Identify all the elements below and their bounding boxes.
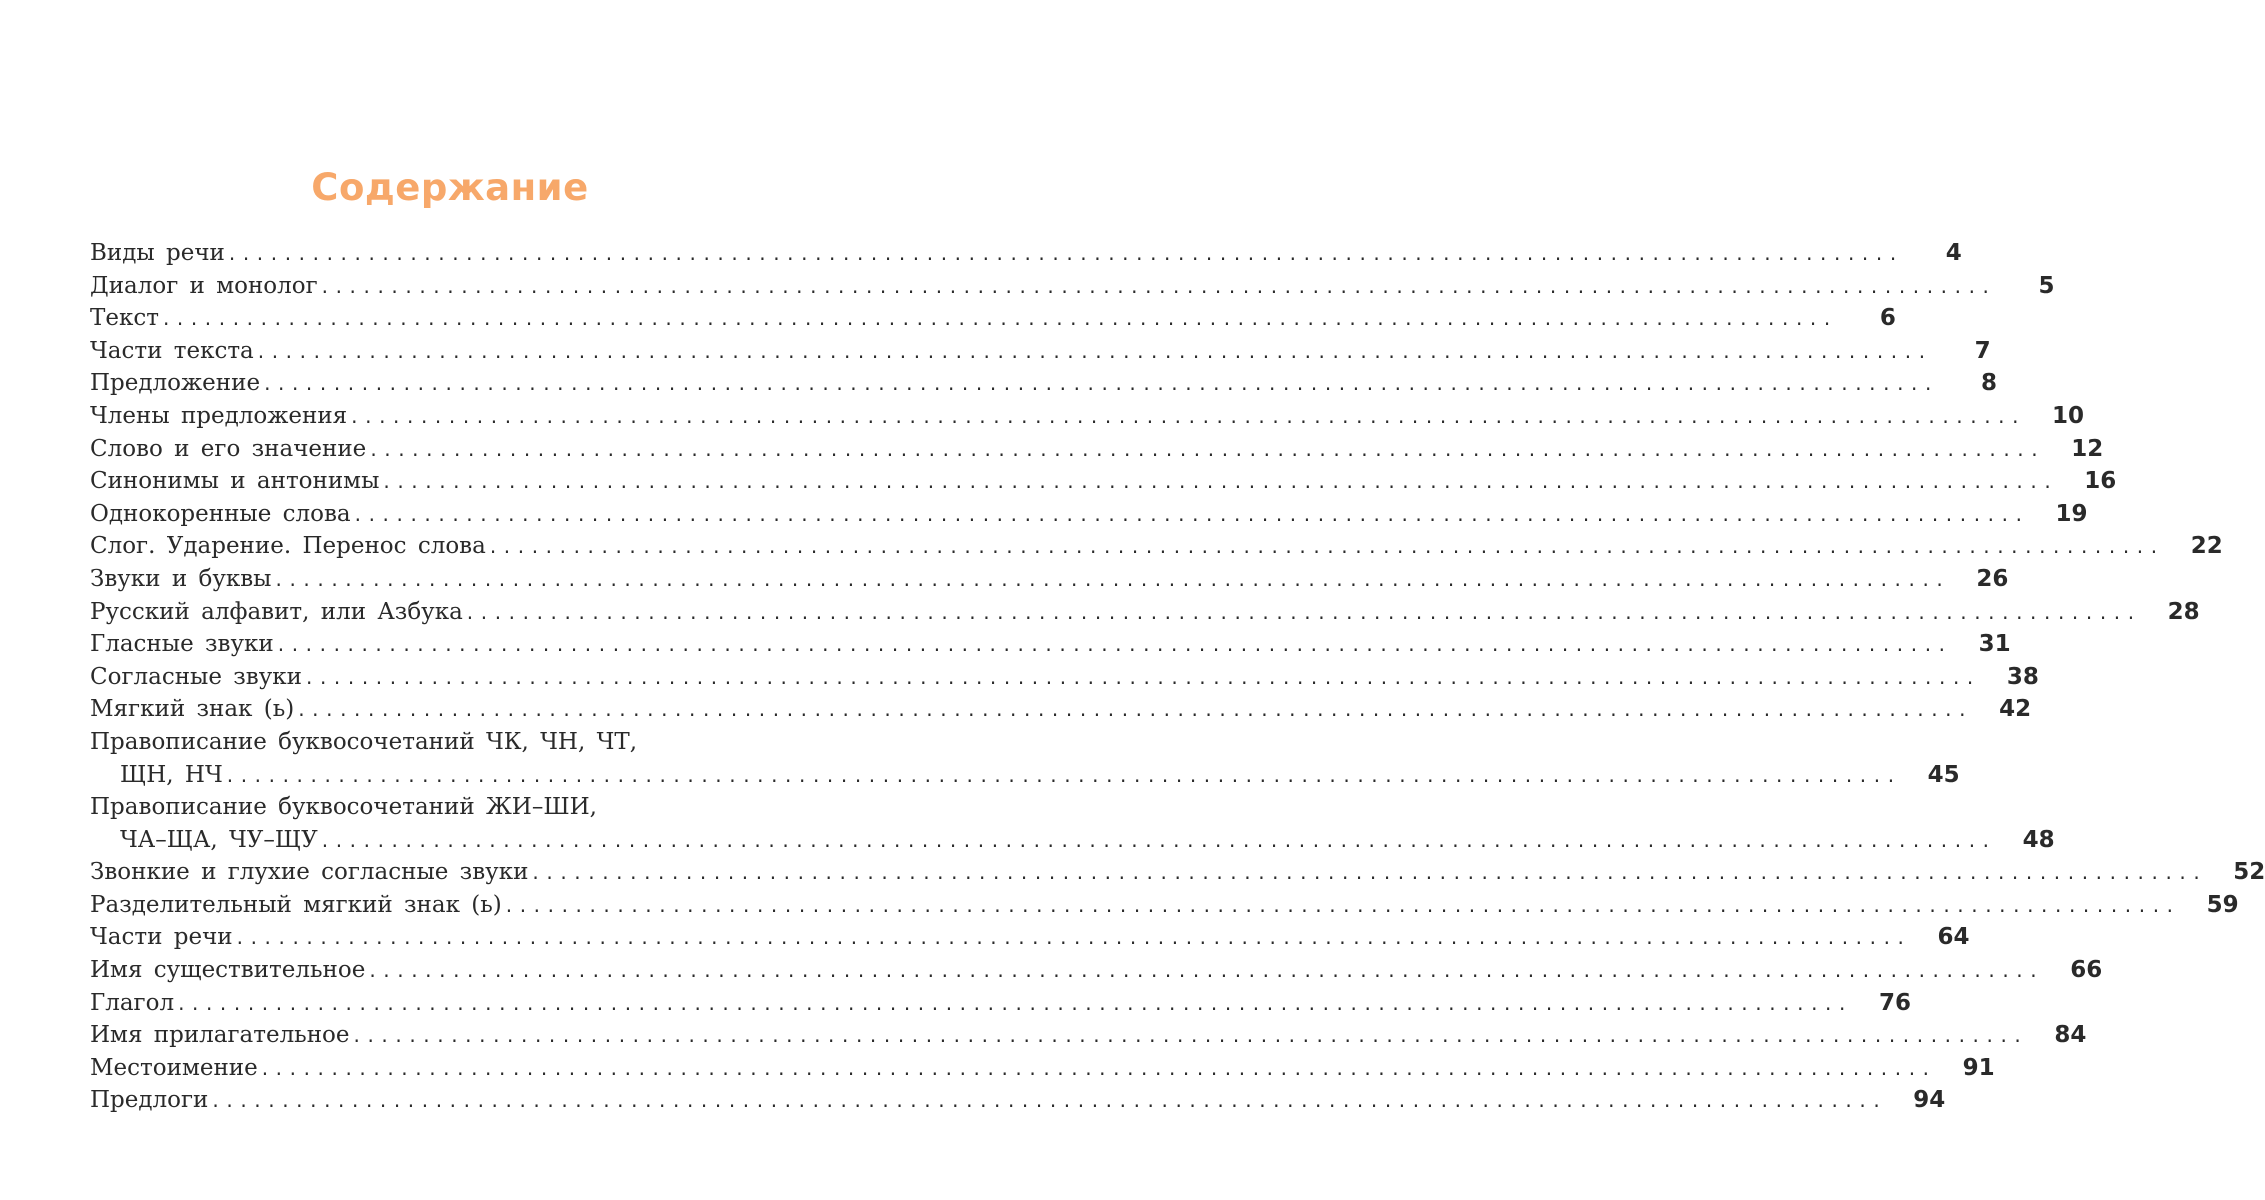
- toc-entry-row: [90, 663, 2039, 697]
- toc-page-number: 19: [2055, 500, 2088, 527]
- dot-leader: ........................................................................................................................: [383, 469, 2059, 494]
- toc-entry-row: [90, 435, 2104, 469]
- toc-entry-title: Мягкий знак (ь): [90, 696, 295, 723]
- toc-entry-row: [90, 891, 2239, 925]
- toc-entry-title: Виды речи: [90, 240, 225, 266]
- dot-leader: ........................................................................................................................: [321, 827, 1997, 852]
- dot-leader: ........................................................................................................................: [354, 501, 2030, 526]
- toc-page-number: 26: [1976, 565, 2009, 592]
- toc-page-number: 28: [2167, 598, 2200, 625]
- dot-leader: ........................................................................................................................: [264, 371, 1939, 396]
- toc-entry-row: [90, 696, 2032, 729]
- toc-entry-title: Глагол: [90, 989, 175, 1016]
- toc-entry-title: Текст: [90, 305, 159, 332]
- toc-entry-row: [90, 533, 2223, 566]
- toc-entry-title: ЧА–ЩА, ЧУ–ЩУ: [120, 826, 318, 853]
- toc-page-number: 52: [2233, 859, 2265, 886]
- toc-page-number: 38: [2006, 663, 2039, 690]
- toc-entry[interactable]: [90, 468, 2117, 501]
- toc-entry[interactable]: [90, 631, 2011, 664]
- dot-leader: ........................................................................................................................: [298, 697, 1974, 722]
- toc-entry-row: [90, 1054, 1995, 1088]
- toc-page-number: 48: [2022, 826, 2055, 853]
- toc-page-number: 22: [2190, 533, 2223, 560]
- toc-page-number: 91: [1962, 1054, 1995, 1081]
- toc-entry-title: Предлоги: [90, 1087, 209, 1114]
- toc-entry[interactable]: [90, 1022, 2087, 1055]
- dot-leader: ........................................................................................................................: [212, 1088, 1888, 1113]
- toc-entry-title: Слог. Ударение. Перенос слова: [90, 533, 486, 560]
- toc-entry[interactable]: [90, 565, 2009, 599]
- toc-entry-row: [90, 468, 2117, 501]
- toc-entry-title: Члены предложения: [90, 402, 348, 429]
- toc-entry[interactable]: [90, 663, 2039, 697]
- toc-page-number: 7: [1974, 337, 1991, 364]
- dot-leader: ........................................................................................................................: [236, 925, 1912, 950]
- toc-entry-row: [90, 1022, 2087, 1055]
- dot-leader: ........................................................................................................................: [275, 566, 1951, 591]
- toc-entry-title: Предложение: [90, 370, 261, 397]
- dot-leader: ........................................................................................................................: [261, 1055, 1937, 1080]
- toc-entry-title: Части текста: [90, 337, 254, 364]
- toc-entry-row: [90, 598, 2200, 632]
- toc-entry-title: Части речи: [90, 924, 233, 951]
- dot-leader: ........................................................................................................................: [277, 632, 1953, 657]
- toc-entry-row: [90, 859, 2265, 892]
- toc-entry[interactable]: [90, 402, 2085, 436]
- toc-entry[interactable]: [90, 696, 2032, 729]
- dot-leader: ........................................................................................................................: [162, 306, 1838, 331]
- toc-entry-row: [90, 826, 2055, 860]
- toc-page-number: 5: [2038, 272, 2055, 299]
- toc-entry[interactable]: [90, 598, 2200, 632]
- dot-leader: ........................................................................................................................: [466, 599, 2142, 624]
- toc-entry-title: Правописание буквосочетаний ЖИ–ШИ,: [90, 794, 597, 821]
- toc-page-number: 16: [2084, 468, 2117, 495]
- page-title: Содержание: [311, 166, 589, 209]
- toc-entry-title: Разделительный мягкий знак (ь): [90, 891, 502, 918]
- toc-entry[interactable]: [90, 859, 2265, 892]
- toc-entry-title: ЩН, НЧ: [120, 761, 223, 788]
- dot-leader: ........................................................................................................................: [489, 534, 2165, 559]
- toc-page-number: 59: [2206, 891, 2239, 918]
- toc-entry[interactable]: [90, 728, 1960, 794]
- toc-page-number: 31: [1978, 631, 2011, 658]
- toc-page-number: 4: [1945, 240, 1962, 266]
- toc-entry-row-wrapped: [90, 794, 858, 827]
- toc-entry-title: Имя существительное: [90, 957, 366, 984]
- toc-entry-row: [90, 631, 2011, 664]
- toc-entry[interactable]: [90, 989, 1911, 1023]
- toc-page-number: 12: [2071, 435, 2104, 462]
- toc-entry-title: Имя прилагательное: [90, 1022, 350, 1049]
- toc-entry-row: [90, 1087, 1946, 1120]
- dot-leader: ........................................................................................................................: [370, 436, 2046, 461]
- toc-entry-row: [90, 565, 2009, 599]
- table-of-contents: [90, 240, 2265, 1120]
- toc-page-number: 10: [2052, 402, 2085, 429]
- dot-leader: ........................................................................................................................: [306, 664, 1981, 689]
- toc-page-number: 94: [1913, 1087, 1946, 1114]
- toc-entry-row: [90, 272, 2055, 306]
- toc-entry-title: Местоимение: [90, 1054, 258, 1081]
- toc-entry-row: [90, 402, 2085, 436]
- toc-page-number: 76: [1878, 989, 1911, 1016]
- toc-entry-row: [90, 305, 1896, 338]
- toc-entry[interactable]: [90, 305, 1896, 338]
- toc-page-number: 45: [1927, 761, 1960, 788]
- dot-leader: ........................................................................................................................: [351, 403, 2027, 428]
- toc-entry[interactable]: [90, 1087, 1946, 1120]
- toc-entry-row: [90, 957, 2103, 990]
- dot-leader: ........................................................................................................................: [369, 958, 2045, 983]
- dot-leader: ........................................................................................................................: [505, 892, 2181, 917]
- toc-entry-row: [90, 989, 1911, 1023]
- toc-entry[interactable]: [90, 533, 2223, 566]
- toc-entry[interactable]: [90, 794, 2055, 859]
- toc-page-number: 42: [1999, 696, 2032, 723]
- toc-entry-row: [90, 924, 1970, 957]
- toc-entry[interactable]: [90, 370, 1997, 403]
- toc-entry-row-wrapped: [90, 729, 858, 762]
- toc-entry-title: Правописание буквосочетаний ЧК, ЧН, ЧТ,: [90, 728, 638, 755]
- dot-leader: ........................................................................................................................: [353, 1023, 2029, 1048]
- toc-page-number: 6: [1879, 305, 1896, 332]
- dot-leader: ........................................................................................................................: [257, 338, 1933, 363]
- toc-entry-title: Однокоренные слова: [90, 500, 351, 527]
- toc-page-number: 84: [2054, 1022, 2087, 1049]
- toc-entry-row: [90, 240, 1962, 273]
- toc-entry-title: Гласные звуки: [90, 631, 274, 658]
- dot-leader: ........................................................................................................................: [178, 990, 1853, 1015]
- toc-entry-title: Звонкие и глухие согласные звуки: [90, 859, 529, 886]
- toc-entry-title: Синонимы и антонимы: [90, 468, 380, 495]
- toc-entry[interactable]: [90, 957, 2103, 990]
- toc-entry[interactable]: [90, 435, 2104, 469]
- toc-entry-row: [90, 337, 1991, 371]
- dot-leader: ........................................................................................................................: [226, 762, 1902, 787]
- toc-entry[interactable]: [90, 240, 1962, 273]
- toc-page-number: 66: [2070, 957, 2103, 984]
- toc-entry-title: Согласные звуки: [90, 663, 302, 690]
- toc-entry-title: Звуки и буквы: [90, 565, 272, 592]
- dot-leader: ........................................................................................................................: [532, 860, 2208, 885]
- toc-entry[interactable]: [90, 891, 2239, 925]
- toc-entry-title: Слово и его значение: [90, 435, 367, 462]
- dot-leader: ........................................................................................................................: [321, 273, 1997, 298]
- toc-entry[interactable]: [90, 1054, 1995, 1088]
- toc-page-number: 8: [1980, 370, 1997, 397]
- toc-entry-row: [90, 761, 1960, 795]
- toc-entry[interactable]: [90, 337, 1991, 371]
- toc-entry[interactable]: [90, 272, 2055, 306]
- toc-entry[interactable]: [90, 924, 1970, 957]
- toc-entry-title: Русский алфавит, или Азбука: [90, 598, 463, 625]
- toc-entry-row: [90, 370, 1997, 403]
- dot-leader: ........................................................................................................................: [228, 241, 1904, 265]
- toc-entry-row: [90, 500, 2088, 534]
- toc-entry-title: Диалог и монолог: [90, 272, 318, 299]
- toc-page-number: 64: [1937, 924, 1970, 951]
- toc-entry[interactable]: [90, 500, 2088, 534]
